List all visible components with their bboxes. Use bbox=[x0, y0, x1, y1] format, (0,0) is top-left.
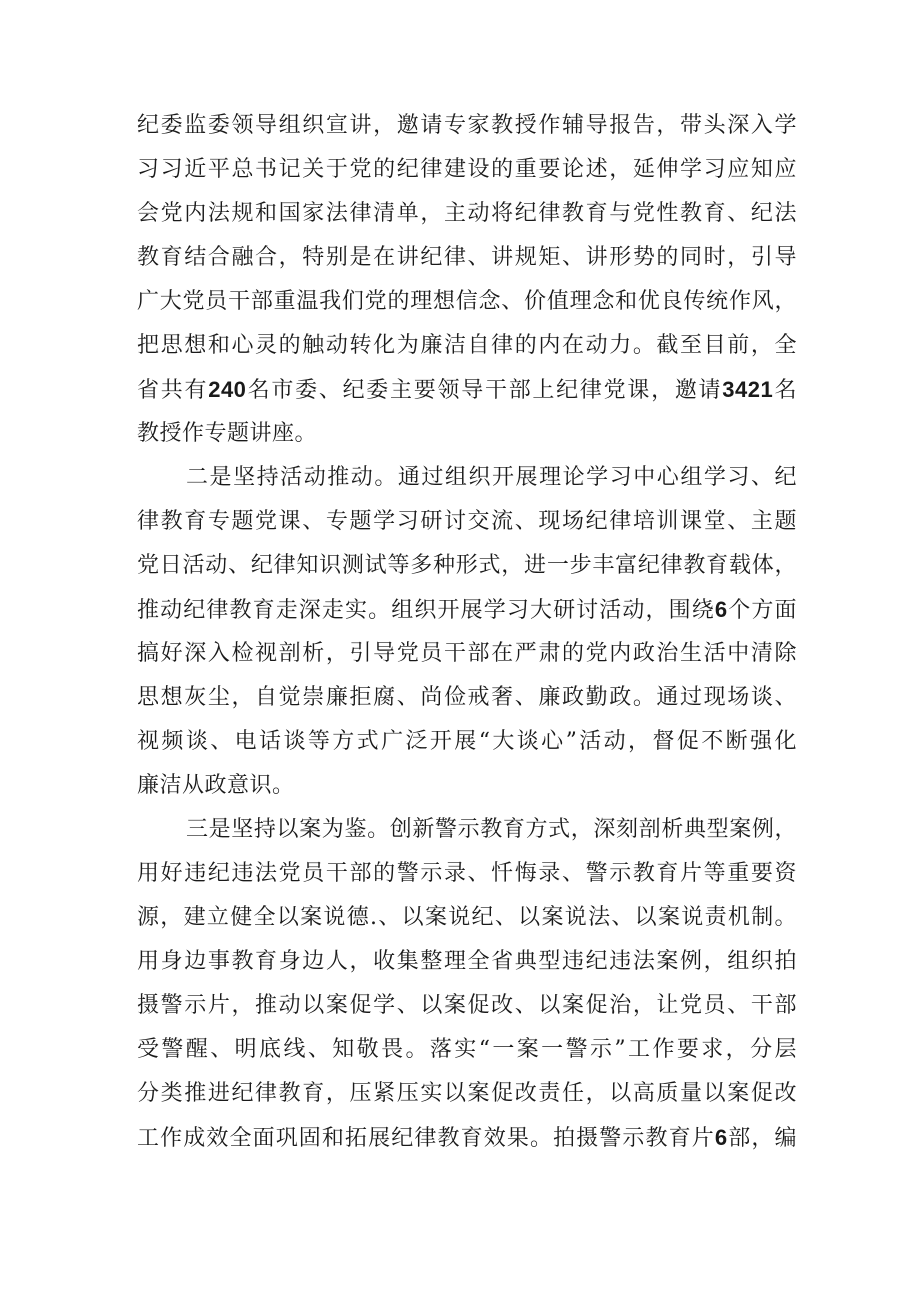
text-segment: 部，编 bbox=[727, 1126, 797, 1151]
text-segment: 省共有 bbox=[137, 378, 209, 403]
text-line bbox=[137, 591, 797, 629]
text-line: 用身边事教育身边人，收集整理全省典型违纪违法案例，组织拍 bbox=[137, 949, 797, 974]
text-line: 把思想和心灵的触动转化为廉洁自律的内在动力。截至目前，全 bbox=[137, 333, 797, 358]
text-line: 搞好深入检视剖析，引导党员干部在严肃的党内政治生活中清除 bbox=[137, 641, 797, 666]
text-line: 三是坚持以案为鉴。创新警示教育方式，深刻剖析典型案例， bbox=[186, 817, 797, 842]
text-line: 广大党员干部重温我们党的理想信念、价值理念和优良传统作风， bbox=[137, 289, 797, 314]
text-segment: 名市委、纪委主要领导干部上纪律党课，邀请 bbox=[246, 378, 723, 403]
text-line bbox=[137, 371, 797, 409]
text-line: 摄警示片，推动以案促学、以案促改、以案促治，让党员、干部 bbox=[137, 993, 797, 1018]
text-line: 教育结合融合，特别是在讲纪律、讲规矩、讲形势的同时，引导 bbox=[137, 245, 797, 270]
text-line: 受警醒、明底线、知敬畏。落实“一案一警示”工作要求，分层 bbox=[137, 1037, 797, 1062]
text-line bbox=[137, 1119, 797, 1157]
text-line: 教授作专题讲座。 bbox=[137, 421, 318, 446]
text-line: 用好违纪违法党员干部的警示录、忏悔录、警示教育片等重要资 bbox=[137, 861, 797, 886]
text-line: 会党内法规和国家法律清单，主动将纪律教育与党性教育、纪法 bbox=[137, 201, 797, 226]
text-line: 纪委监委领导组织宣讲，邀请专家教授作辅导报告，带头深入学 bbox=[137, 113, 797, 138]
number-text: 3421 bbox=[722, 377, 774, 402]
text-line: 源，建立健全以案说德.、以案说纪、以案说法、以案说责机制。 bbox=[137, 905, 797, 930]
text-segment: 个方面 bbox=[727, 598, 797, 623]
text-line: 二是坚持活动推动。通过组织开展理论学习中心组学习、纪 bbox=[186, 465, 797, 490]
number-text: 6 bbox=[714, 597, 728, 622]
text-line: 视频谈、电话谈等方式广泛开展“大谈心”活动，督促不断强化 bbox=[137, 729, 797, 754]
text-segment: 名 bbox=[773, 378, 797, 403]
text-line: 廉洁从政意识。 bbox=[137, 773, 295, 798]
text-segment: 工作成效全面巩固和拓展纪律教育效果。拍摄警示教育片 bbox=[137, 1126, 715, 1151]
text-line: 律教育专题党课、专题学习研讨交流、现场纪律培训课堂、主题 bbox=[137, 509, 797, 534]
text-segment: 推动纪律教育走深走实。组织开展学习大研讨活动，围绕 bbox=[137, 598, 715, 623]
text-line: 分类推进纪律教育，压紧压实以案促改责任，以高质量以案促改 bbox=[137, 1081, 797, 1106]
number-text: 240 bbox=[208, 377, 247, 402]
number-text: 6 bbox=[714, 1125, 728, 1150]
text-line: 党日活动、纪律知识测试等多种形式，进一步丰富纪律教育载体， bbox=[137, 553, 797, 578]
text-line: 习习近平总书记关于党的纪律建设的重要论述，延伸学习应知应 bbox=[137, 157, 797, 182]
text-line: 思想灰尘，自觉崇廉拒腐、尚俭戒奢、廉政勤政。通过现场谈、 bbox=[137, 685, 797, 710]
